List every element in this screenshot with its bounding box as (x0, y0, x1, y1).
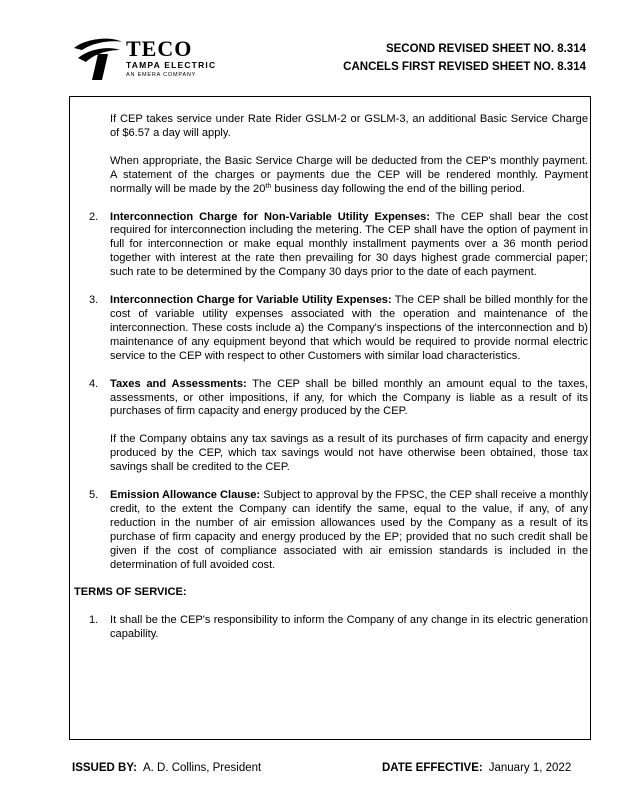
date-effective (382, 762, 571, 774)
logo-subtitle: TAMPA ELECTRIC (126, 60, 217, 70)
item-text: The CEP shall be billed monthly for the cost of variable utility expenses associated with the operation and maintenance of the interconnection. These costs include a) the Company's inspections of the interconnection and b) maintenance of any equipment beyond that which would be required to provide normal electric service to the CEP with respect to other Customers with similar load characteristics. (110, 294, 588, 362)
item-number: 2. (89, 210, 99, 223)
list-item (89, 489, 588, 572)
tariff-frame (69, 96, 591, 740)
item-number: 3. (89, 294, 99, 307)
item-title: Emission Allowance Clause: (110, 489, 261, 502)
teco-logo (72, 36, 242, 80)
issued-by (72, 762, 261, 774)
deduction-paragraph: When appropriate, the Basic Service Charge will be deducted from the CEP's monthly payment. A statement of the charges or payments due the CEP will be rendered monthly. Payment normally will be made by the 20th business day following the end of the billing period. (110, 154, 588, 195)
item-number: 5. (89, 489, 99, 502)
item-text: The CEP shall bear the cost required for interconnection including the metering. The CEP shall have the option of payment in full for interconnection or make equal monthly installment payments over a 36 month period together with interest at the rate then prevailing for 30 days highest grade commercial paper; such rate to be determined by the Company 30 days prior to the date of each payment. (110, 210, 588, 279)
teco-swoosh-icon (72, 36, 124, 80)
list-item (89, 614, 588, 642)
item-title: Interconnection Charge for Variable Utility Expenses: (110, 294, 392, 307)
item-text: The CEP shall be billed monthly an amount equal to the taxes, assessments, or other impositions, if any, for which the Company is liable as a result of its purchases of firm capacity and energy produced by the CEP. (110, 377, 588, 418)
terms-heading: TERMS OF SERVICE: (74, 586, 187, 599)
list-item (89, 377, 588, 420)
logo-brand: TECO (126, 36, 193, 61)
list-item (89, 210, 588, 281)
item-number: 1. (89, 614, 99, 627)
sheet-cancels: CANCELS FIRST REVISED SHEET NO. 8.314 (343, 61, 586, 73)
list-item (89, 294, 588, 364)
issued-label: ISSUED BY: (72, 762, 137, 774)
item-text: It shall be the CEP's responsibility to inform the Company of any change in its electric generation capability. (110, 614, 588, 641)
date-label: DATE EFFECTIVE: (382, 762, 483, 774)
tariff-content (70, 97, 590, 739)
item-number: 4. (89, 377, 99, 390)
issued-value: A. D. Collins, President (142, 762, 262, 774)
item-text: Subject to approval by the FPSC, the CEP shall receive a monthly credit, to the extent the Company can identify the same, equal to the value, if any, of any reduction in the number of air emission allowances used by the Company as a result of its purchase of firm capacity and energy produced by the EP; provided that no such credit shall be given if the cost of compliance associated with air emission standards is included in the determination of full avoided cost. (110, 489, 588, 571)
tax-savings-paragraph: If the Company obtains any tax savings as a result of its purchases of firm capacity and energy produced by the CEP, which tax savings would not have otherwise been obtained, those tax savings shall be credited to the CEP. (110, 433, 588, 474)
date-value: January 1, 2022 (488, 762, 572, 774)
sheet-number: SECOND REVISED SHEET NO. 8.314 (385, 43, 586, 55)
item-title: Taxes and Assessments: (110, 377, 247, 390)
item-title: Interconnection Charge for Non-Variable Utility Expenses: (110, 210, 431, 223)
logo-parent: AN EMERA COMPANY (126, 72, 197, 78)
basic-service-paragraph: If CEP takes service under Rate Rider GSLM-2 or GSLM-3, an additional Basic Service Charge of $6.57 a day will apply. (110, 113, 588, 139)
